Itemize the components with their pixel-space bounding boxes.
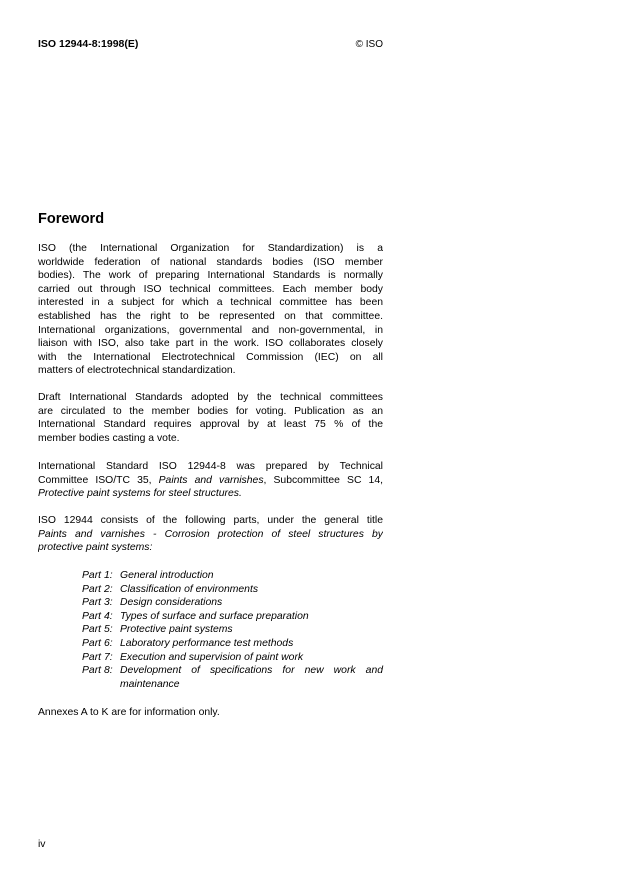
list-item	[82, 651, 383, 665]
text-line: worldwide federation of national standards bodies (ISO member	[38, 256, 383, 268]
text-line	[38, 487, 383, 501]
part-number: Part 3:	[82, 597, 113, 609]
document-id: ISO 12944-8:1998(E)	[38, 38, 139, 50]
part-title: Design considerations	[120, 597, 223, 609]
part-title: Development of specifications for new work and maintenance	[120, 665, 383, 690]
text-line: International Standard requires approval by at least 75 % of the	[38, 419, 383, 431]
foreword-paragraph-3	[38, 460, 383, 501]
foreword-paragraph-1	[38, 242, 383, 378]
part-number: Part 6:	[82, 637, 113, 649]
text-segment: , Subcommittee SC 14,	[263, 474, 383, 486]
part-number: Part 4:	[82, 610, 113, 622]
part-number: Part 8:	[82, 665, 113, 677]
text-line	[38, 528, 383, 542]
part-title: Protective paint systems	[120, 624, 233, 636]
list-item	[82, 569, 383, 583]
text-line: established has the right to be represented on that committee.	[38, 310, 383, 322]
annexes-note	[38, 706, 383, 720]
text-line: Draft International Standards adopted by the technical committees	[38, 392, 383, 403]
text-line: bodies). The work of preparing International Standards is normally	[38, 270, 383, 282]
part-number: Part 1:	[82, 570, 113, 581]
part-title: Classification of environments	[120, 583, 259, 595]
list-item	[82, 664, 383, 691]
part-title: General introduction	[120, 570, 214, 581]
general-title: Paints and varnishes - Corrosion protection of steel structures by	[38, 528, 383, 540]
text-segment: Committee ISO/TC 35,	[38, 474, 159, 486]
text-line: ISO 12944 consists of the following parts, under the general title	[38, 515, 383, 526]
text-line: with the International Electrotechnical Commission (IEC) on all	[38, 351, 383, 363]
text-line	[38, 474, 383, 488]
text-line: member bodies casting a vote.	[38, 432, 180, 444]
text-line: Annexes A to K are for information only.	[38, 707, 220, 718]
subcommittee-name: Protective paint systems for steel structures.	[38, 488, 242, 500]
list-item	[82, 583, 383, 597]
text-line: are circulated to the member bodies for voting. Publication as an	[38, 405, 383, 417]
part-title: Execution and supervision of paint work	[120, 651, 304, 663]
text-line: ISO (the International Organization for Standardization) is a	[38, 243, 383, 254]
committee-name: Paints and varnishes	[158, 474, 264, 486]
copyright-notice: © ISO	[355, 39, 383, 50]
text-line: matters of electrotechnical standardization.	[38, 365, 236, 377]
foreword-title: Foreword	[38, 211, 105, 227]
part-title: Laboratory performance test methods	[120, 637, 294, 649]
part-title: Types of surface and surface preparation	[120, 610, 309, 622]
list-item	[82, 637, 383, 651]
part-number: Part 5:	[82, 624, 113, 636]
text-line: International organizations, governmental and non-governmental, in	[38, 324, 383, 336]
text-line: International Standard ISO 12944-8 was prepared by Technical	[38, 461, 383, 472]
general-title: protective paint systems:	[38, 542, 153, 554]
parts-list	[82, 569, 383, 691]
list-item	[82, 610, 383, 624]
list-item	[82, 596, 383, 610]
text-line: liaison with ISO, also take part in the work. ISO collaborates closely	[38, 338, 383, 350]
page-number: iv	[38, 839, 46, 850]
text-line: interested in a subject for which a technical committee has been	[38, 297, 383, 309]
text-line	[38, 541, 383, 555]
text-line: carried out through ISO technical committees. Each member body	[38, 283, 383, 295]
foreword-paragraph-2	[38, 391, 383, 445]
part-number: Part 2:	[82, 583, 113, 595]
part-number: Part 7:	[82, 651, 113, 663]
list-item	[82, 623, 383, 637]
foreword-paragraph-4	[38, 514, 383, 555]
